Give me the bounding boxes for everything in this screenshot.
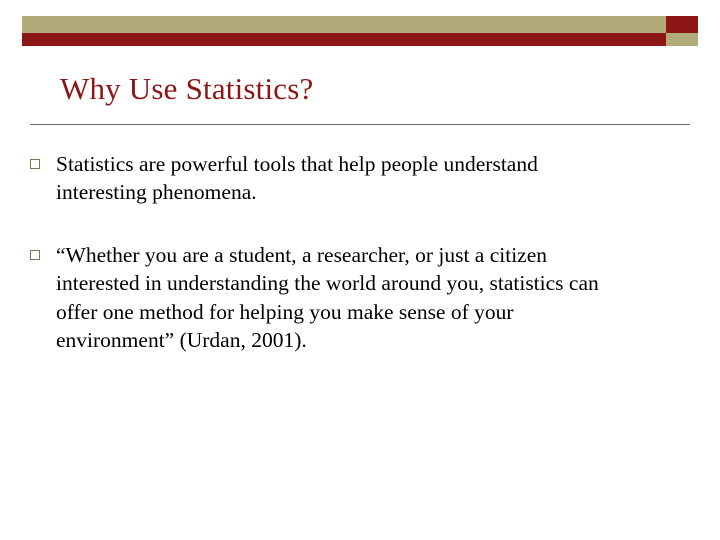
title-divider (30, 124, 690, 125)
list-item-text: Statistics are powerful tools that help people understand interesting phenomena. (56, 152, 538, 205)
square-bullet-icon (30, 250, 40, 260)
banner-dark-accent-right (666, 16, 698, 33)
square-bullet-icon (30, 159, 40, 169)
decorative-banner (22, 16, 698, 46)
banner-olive-accent-right (666, 33, 698, 46)
list-item (30, 150, 690, 207)
banner-dark-bar (22, 33, 666, 46)
list-item-text: “Whether you are a student, a researcher, or just a citizen interested in understanding the world around you, statistics can offer one method for helping you make sense of your environment” (Urdan, 2001). (56, 242, 599, 352)
list-item (30, 241, 690, 355)
slide-body (30, 150, 690, 382)
banner-olive-bar (22, 16, 666, 33)
slide-title: Why Use Statistics? (60, 71, 314, 106)
